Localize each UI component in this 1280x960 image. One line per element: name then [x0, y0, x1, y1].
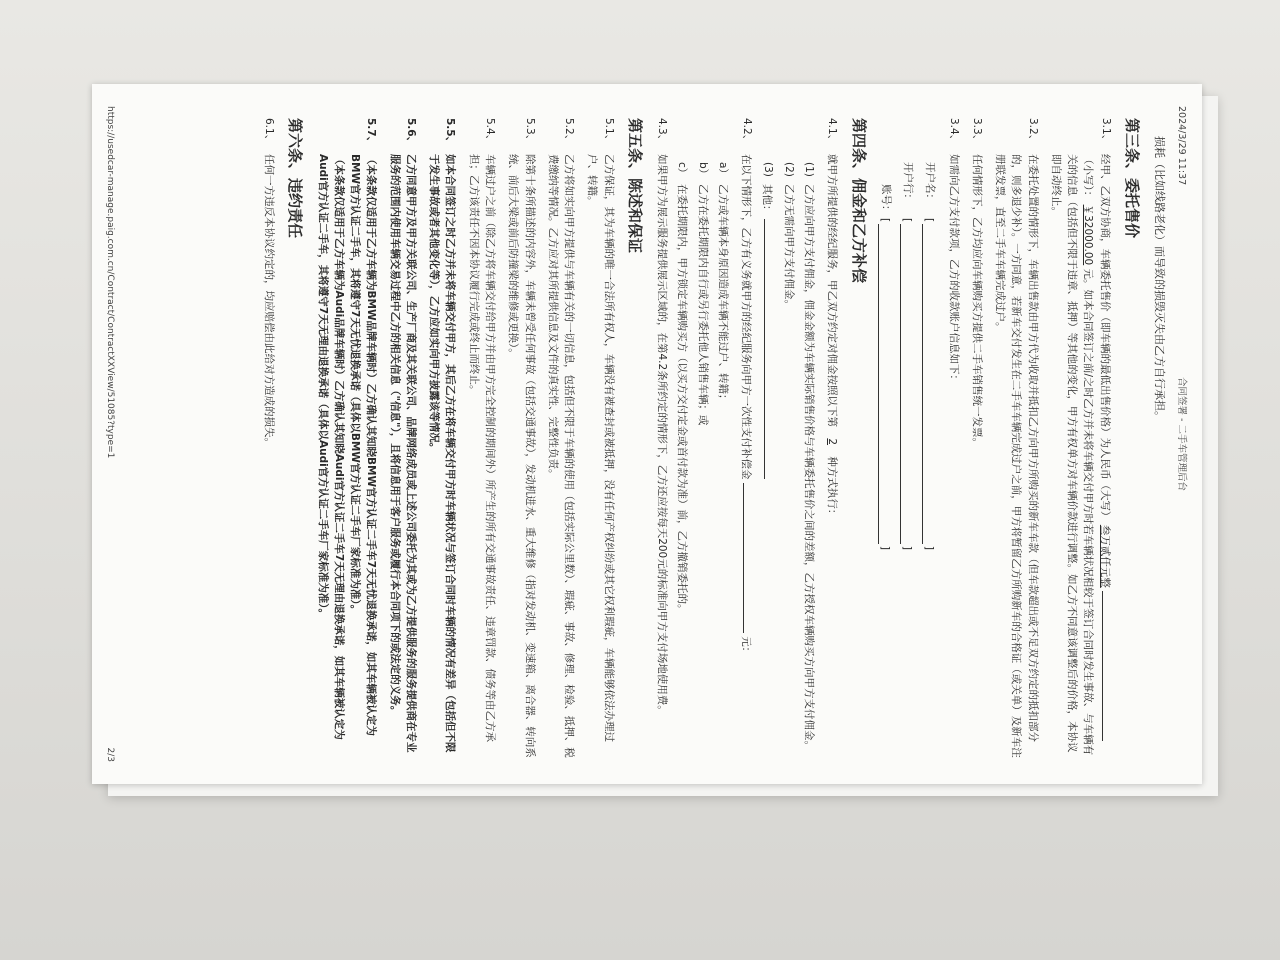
case-text: 乙方在委托期限内自行或另行委托他人销售车辆；或 [696, 184, 709, 426]
commission-option-choice: 2 [826, 438, 839, 446]
section-4-title: 第四条、佣金和乙方补偿 [849, 118, 868, 284]
contract-body [254, 118, 1168, 758]
clause-text-part: 在以下情形下，乙方有义务就甲方的经纪服务向甲方一次性支付补偿金 [740, 154, 753, 480]
clause-text-part: 就甲方所提供的经纪服务，甲乙双方约定对佣金按照以下第 [826, 154, 839, 427]
clause-number: 4.1、 [826, 118, 839, 146]
clause-4-2 [738, 118, 755, 758]
clause-text: 如本合同签订之时乙方并未将车辆交付甲方，其后乙方在将车辆交付甲方时车辆状况与签订合同时车辆的情况有差异（包括但不限于发生事故或者其他变化等），乙方应如实向甲方披露该等情况。 [428, 154, 457, 753]
clause-text: 任何一方违反本协议约定的，均应赔偿由此给对方造成的损失。 [263, 154, 276, 448]
clause-text [314, 154, 379, 758]
case-a [715, 162, 731, 758]
clause-number: 6.1、 [263, 118, 276, 146]
clause-number: 5.6、 [404, 118, 417, 148]
account-name-label: 开户名： [924, 162, 937, 204]
clause-number: 3.2、 [1026, 118, 1039, 146]
price-in-words: 叁万贰仟元整 [1098, 524, 1111, 588]
account-number-blank [878, 224, 893, 544]
option-number: (1) [803, 162, 815, 177]
option-text: 乙方无需向甲方支付佣金。 [782, 184, 795, 310]
clause-text-part: 元。如本合同签订之前/之时乙方并未将车辆交付甲方时若车辆状况相较于签订合同时发生事故、与车辆有关的信息（包括但不限于违章、抵押）等其他的变化，甲方有权单方对车辆价款进行调整。如乙方不同意该调整后的价格，本协议即自动终止。 [1049, 154, 1095, 756]
print-datetime: 2024/3/29 11:37 [1176, 106, 1187, 186]
clause-number: 4.2、 [741, 118, 754, 146]
case-text: 乙方或车辆本身原因造成车辆不能过户、转籍； [716, 184, 729, 405]
account-number-label: 账号： [879, 184, 892, 216]
clause-text: 在委托处置的情形下，车辆出售款由甲方代为收取并抵扣乙方向甲方所购买的新车车款（但车款超出或不足双方约定的抵扣部分的，则多退少补）。一方同意，若新车交付发生在二手车车辆完成过户之前，甲方将暂留乙方所购新车的合格证（或关单）及新车注册联发票，直至二手车车辆完成过户。 [994, 154, 1039, 758]
clause-text: 除第十条所描述的内容外，车辆未曾受任何事故（包括交通事故），发动机进水、重大维修（指对发动机、变速箱、离合器、转向系统、前后大梁或前后防撞梁的维修或更换）。 [507, 154, 536, 758]
clause-3-3 [969, 118, 985, 758]
clause-5-5 [426, 118, 459, 758]
bank-label: 开户行： [902, 162, 915, 204]
clause-number: 5.5、 [444, 118, 457, 148]
page-number: 2/3 [105, 747, 115, 762]
clause-text [738, 154, 755, 758]
print-title: 合同签署 - 二手车管理后台 [1176, 377, 1187, 491]
clause-text: 如果甲方为展示服务提供展示区域的，在第4.2条所约定的情形下，乙方还应按每天200元的标准向甲方支付场地使用费。 [656, 154, 669, 716]
bank-field [900, 162, 916, 758]
account-name-blank [922, 224, 937, 544]
clause-number: 5.4、 [484, 118, 497, 146]
page-url: https://usedcar-manage.paig.com.cn/Contract/ContractXXView/51085?type=1 [105, 106, 115, 459]
clause-number: 3.1、 [1099, 118, 1112, 146]
section-5-title: 第五条、陈述和保证 [625, 118, 644, 254]
lead-text: 损耗（比如线路老化）而导致的损毁灭失由乙方自行承担。 [1153, 136, 1166, 422]
option-number: (3) [762, 162, 775, 177]
option-text: 乙方应向甲方支付佣金，佣金金额为车辆实际销售价格与车辆委托售价之间的差额，乙方授权车辆购买方向甲方支付佣金。 [803, 184, 815, 751]
clause-4-1 [824, 118, 840, 758]
clause-6-1 [261, 118, 277, 758]
contract-paper [92, 84, 1202, 784]
clause-3-1 [1048, 118, 1114, 758]
clause-4-3 [654, 118, 670, 758]
clause-5-2 [545, 118, 578, 758]
other-blank-line [764, 219, 776, 479]
option-2 [780, 162, 796, 758]
case-text: 在委托期限内，甲方锁定车辆购买方（以买方交付定金或首付款为准）前，乙方撤销委托的。 [676, 184, 689, 615]
clause-text-part: 种方式执行： [826, 456, 839, 520]
clause-number: 5.7、 [365, 118, 378, 148]
clause-5-4 [466, 118, 499, 758]
option-text-part: 其他： [761, 184, 774, 216]
clause-5-1 [584, 118, 617, 758]
print-header [1174, 106, 1188, 762]
clause-3-4 [945, 118, 961, 758]
clause-text-part: 经甲、乙双方协商，车辆委托售价（即车辆的最低出售价格）为人民币（大写） [1098, 154, 1111, 522]
bank-blank [900, 224, 915, 544]
option-3 [759, 162, 776, 758]
clause-text: 乙方保证，其为车辆的唯一合法所有权人，车辆没有被查封或被抵押，没有任何产权纠纷或其它权利瑕疵，车辆能够依法办理过户、转籍。 [586, 154, 615, 742]
compensation-blank-line [743, 483, 755, 633]
clause-text-bmw: （本条款仅适用于乙方车辆为BMW品牌车辆时）乙方确认其知晓BMW官方认证二手车7天无忧退换承诺，如其车辆被认定为BMW官方认证二手车，其将遵守7天无忧退换承诺（具体以BMW官方认证二手车厂家标准为准）。 [349, 154, 378, 736]
case-letter: a） [716, 162, 729, 179]
clause-number: 5.2、 [563, 118, 576, 146]
clause-number: 5.3、 [523, 118, 536, 146]
clause-text [1048, 154, 1114, 758]
contract-page [92, 84, 1202, 784]
account-name-field [922, 162, 938, 758]
clause-text: 如需向乙方支付款项，乙方的收款账户信息如下： [947, 154, 960, 385]
clause-number: 5.1、 [602, 118, 615, 146]
clause-text [824, 154, 840, 758]
clause-text: 乙方同意甲方及甲方关联公司、生产厂商及其关联公司、品牌网络成员或上述公司委托为其或为乙方提供服务的服务提供商在专业服务的范围内使用车辆交易过程中乙方的相关信息（"信息"），且将信息用于客户服务或履行本合同项下的或法定的义务。 [388, 154, 417, 753]
clause-text-part: （小写）： [1082, 154, 1095, 202]
clause-number: 3.4、 [947, 118, 960, 146]
clause-5-7 [314, 118, 379, 758]
case-b [694, 162, 710, 758]
account-number-field [878, 184, 894, 758]
clause-5-3 [505, 118, 538, 758]
option-1 [801, 162, 817, 758]
price-in-figures: ￥32000.00 [1082, 204, 1095, 266]
clause-3-2 [992, 118, 1041, 758]
clause-number: 3.3、 [970, 118, 983, 146]
option-text [759, 184, 776, 758]
clause-text: 车辆过户之前（除乙方将车辆交付给甲方并由甲方完全控制的期间外）所产生的所有交通事故责任、违章罚款、债务等由乙方承担；乙方该责任不因本协议履行完成或终止而终止。 [467, 154, 497, 742]
section-6-title: 第六条、违约责任 [286, 118, 305, 239]
option-number: (2) [782, 162, 795, 177]
price-blank-line [1102, 591, 1114, 741]
clause-text: 乙方将如实向甲方提供与车辆有关的一切信息，包括但不限于车辆的使用（包括实际公里数）、瑕疵、事故、修理、检验、抵押、税费缴纳等情况。乙方应对其所提供信息及文件的真实性、完整性负责。 [546, 154, 576, 758]
case-c [674, 162, 690, 758]
case-letter: c） [676, 162, 689, 179]
print-footer [102, 106, 116, 762]
clause-5-6 [386, 118, 419, 758]
section-3-title: 第三条、委托售价 [1122, 118, 1141, 239]
clause-text-audi: （本条款仅适用于乙方车辆为Audi品牌车辆时）乙方确认其知晓Audi官方认证二手车7天无理由退换承诺，如其车辆被认定为Audi官方认证二手车，其将遵守7天无理由退换承诺（具体以Audi官方认证二手车厂家标准为准）。 [316, 154, 345, 740]
clause-number: 4.3、 [656, 118, 669, 146]
case-letter: b） [696, 162, 709, 180]
clause-text: 任何情形下，乙方均应向车辆购买方提供二手车销售统一发票。 [970, 154, 983, 448]
clause-text-part: 元： [740, 636, 753, 658]
